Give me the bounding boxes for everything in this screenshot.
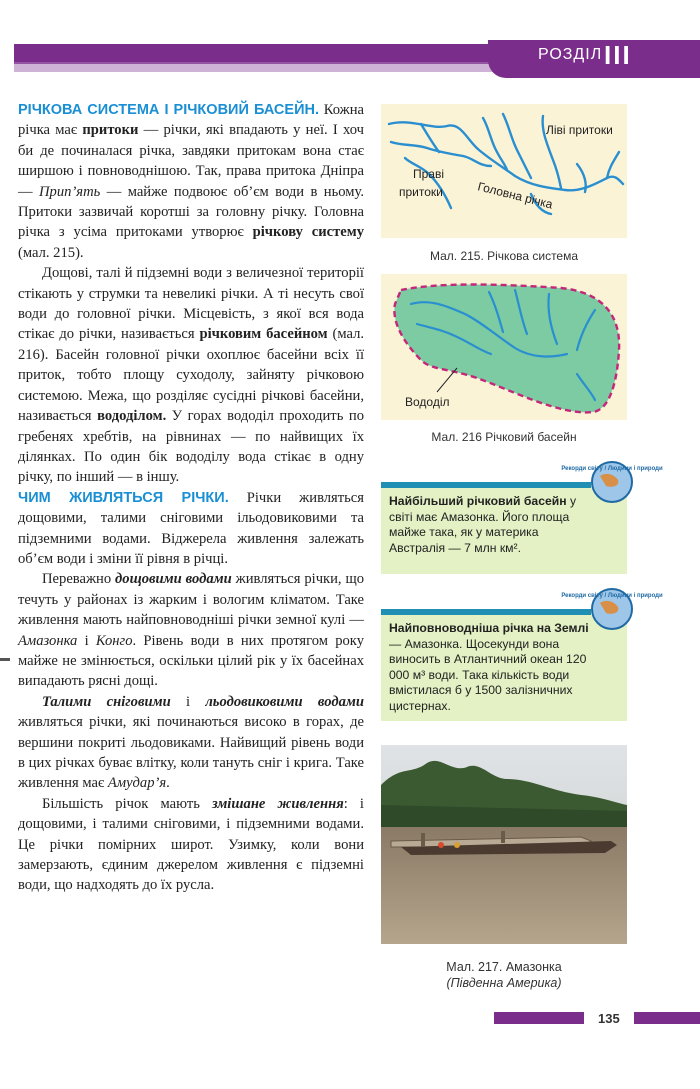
label-right-tributaries-2: притоки bbox=[399, 185, 443, 199]
page-number: 135 bbox=[598, 1011, 620, 1026]
caption-photo-line1: Мал. 217. Амазонка bbox=[446, 960, 562, 974]
river-system-diagram bbox=[381, 104, 627, 238]
heading-river-system: РІЧКОВА СИСТЕМА І РІЧКОВИЙ БАСЕЙН. bbox=[18, 102, 319, 118]
label-main-river: Головна річка bbox=[476, 179, 555, 212]
paragraph-river-system: РІЧКОВА СИСТЕМА І РІЧКОВИЙ БАСЕЙН. Кожна річка має притоки — річки, які впадають у неї. І хоч би де починалася річка, завдяки притокам вона стає ширшою і повноводнішою. Так, права притока Дніпра — Прип’ять — майже подвоює об’єм води в ньому. Притоки зазвичай коротші за головну річку. Головна річка з усіма притоками утворює річкову систему (мал. 215). bbox=[18, 102, 364, 261]
record-text-1: Найбільший річковий басейн у світі має Амазонка. Його площа майже така, як у материка Австралія — 7 млн км². bbox=[389, 494, 577, 555]
globe-icon bbox=[561, 460, 663, 504]
heading-feeding: ЧИМ ЖИВЛЯТЬСЯ РІЧКИ. bbox=[18, 489, 229, 506]
section-number: III bbox=[604, 40, 632, 70]
svg-text:Рекорди світу / Людини і приро: Рекорди світу / Людини і природи bbox=[561, 466, 663, 472]
footer-bar-right bbox=[634, 1012, 700, 1024]
header-band-shadow bbox=[14, 62, 500, 72]
globe-icon bbox=[561, 587, 663, 631]
label-divide: Вододіл bbox=[405, 395, 450, 409]
paragraph-basin: Дощові, талі й підземні води з величезної території стікають у струмки та невеликі річки. А ті несуть свої води до головної річки. Місцевість, з якої вся вода стікає до річки, називається річковим басейном (мал. 216). Басейн головної річки охоплює басейни всіх її приток, тобто площу суходолу, зайняту річковою системою. Межа, що розділяє сусідні річкові басейни, називається вододілом. У горах вододіл проходить по гребенях хребтів, на рівнинах — по найвищих їх ділянках. По один бік вододілу вода стікає в одну річку, по інший — в іншу. bbox=[18, 265, 365, 486]
svg-text:Рекорди світу / Людини і приро: Рекорди світу / Людини і природи bbox=[561, 593, 663, 599]
river-basin-diagram bbox=[381, 274, 627, 420]
figure-river-system bbox=[381, 104, 627, 238]
record-box-2-topbar bbox=[381, 609, 591, 615]
label-left-tributaries: Ліві притоки bbox=[546, 123, 613, 137]
label-right-tributaries-1: Праві bbox=[413, 167, 445, 181]
paragraph-rain-fed: Переважно дощовими водами живляться річки, що течуть у районах із жарким і вологим кліматом. Таке живлення мають найповноводніші річки земної кулі — Амазонка і Конго. Рівень води в них протягом року майже не змінюється, оскільки цілий рік у їх басейнах випадають рясні дощі. bbox=[18, 571, 364, 690]
photo-amazon bbox=[381, 745, 627, 944]
record-text-2: Найповноводніша річка на Землі — Амазонка. Щосекунди вона виносить в Атлантичний океан 120 000 м³ води. Така кількість води вмістилася б у 1500 залізничних цистернах. bbox=[389, 621, 589, 713]
paragraph-snow-fed: Талими сніговими і льодовиковими водами живляться річки, які починаються високо в горах, де вершини покриті льодовиками. Найвищий рівень води в цих річках буває влітку, коли тануть сніг і крига. Таке живлення має Амудар’я. bbox=[18, 693, 364, 792]
paragraph-feeding: ЧИМ ЖИВЛЯТЬСЯ РІЧКИ. Річки живляться дощовими, талими сніговими ільодовиковими та підземними водами. Віджерела живлення залежать об’єм води і зміни її рівня в річці. bbox=[18, 489, 364, 567]
main-text-column bbox=[18, 100, 364, 896]
record-badge-1 bbox=[561, 460, 663, 504]
record-badge-2 bbox=[561, 587, 663, 631]
amazon-photo-illustration bbox=[381, 745, 627, 944]
section-word: РОЗДІЛ bbox=[538, 46, 603, 63]
caption-fig216: Мал. 216 Річковий басейн bbox=[431, 430, 577, 444]
header-band bbox=[14, 44, 514, 64]
margin-mark bbox=[0, 658, 10, 661]
figure-river-basin bbox=[381, 274, 627, 420]
paragraph-mixed: Більшість річок мають змішане живлення: і дощовими, і талими сніговими, і підземними водами. Це річки помірних широт. Узимку, коли вони замерзають, єдиним джерелом живлення є підземні води, що надходять до їх русла. bbox=[18, 795, 364, 894]
footer-bar-left bbox=[494, 1012, 584, 1024]
record-box-1-topbar bbox=[381, 482, 591, 488]
caption-fig215: Мал. 215. Річкова система bbox=[429, 249, 579, 263]
caption-photo-line2: (Південна Америка) bbox=[446, 976, 562, 990]
